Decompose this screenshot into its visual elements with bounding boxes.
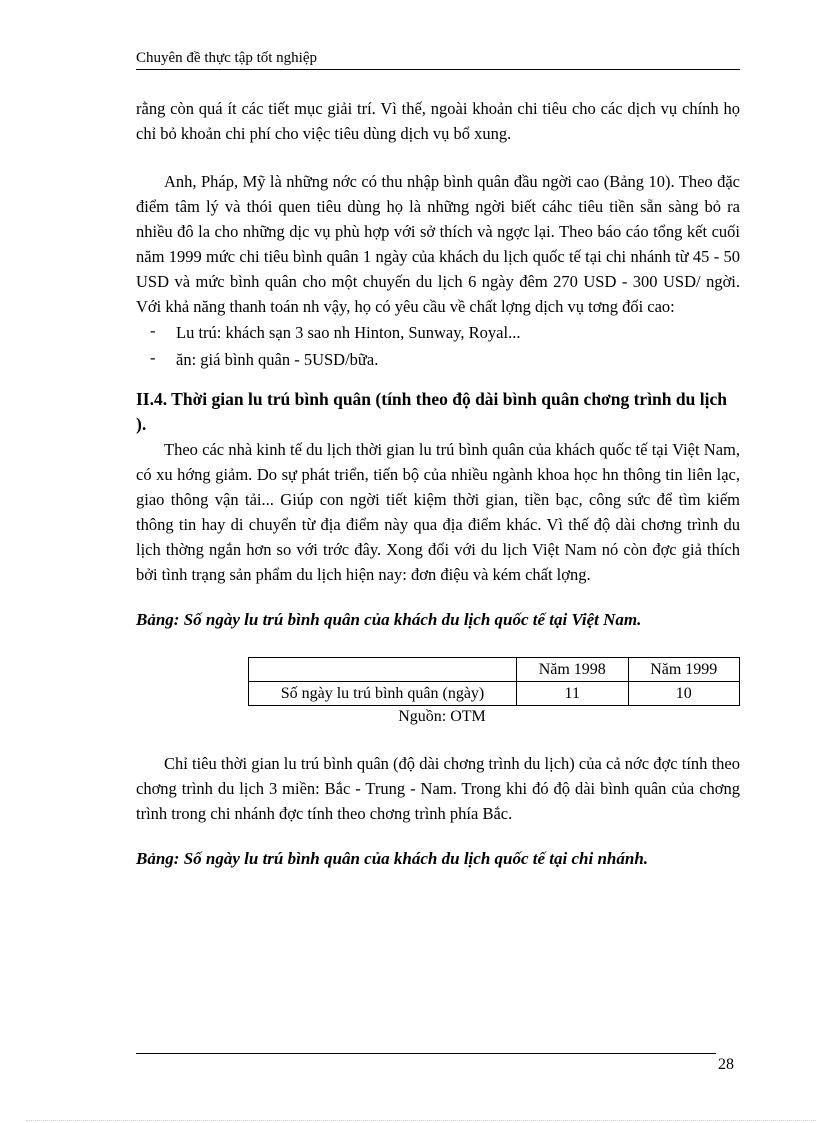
page-header: Chuyên đề thực tập tốt nghiệp bbox=[136, 48, 740, 70]
paragraph-2: Anh, Pháp, Mỹ là những nớc có thu nhập bình quân đầu ngời cao (Bảng 10). Theo đặc điểm tâm lý và thói quen tiêu dùng họ là những ngời biết cáhc tiêu tiền sẵn sàng bỏ ra nhiều đô la cho những dịc vụ phù hợp với sở thích và ngợc lại. Theo báo cáo tổng kết cuối năm 1999 mức chi tiêu bình quân 1 ngày của khách du lịch quốc tế tại chi nhánh từ 45 - 50 USD và mức bình quân cho một chuyến du lịch 6 ngày đêm 270 USD - 300 USD/ ngời. Với khả năng thanh toán nh vậy, họ có yêu cầu về chất lợng dịch vụ tơng đối cao: bbox=[136, 172, 740, 316]
document-body bbox=[136, 96, 740, 871]
footer-divider bbox=[136, 1053, 716, 1054]
table-cell: Số ngày lu trú bình quân (ngày) bbox=[249, 682, 517, 706]
table-header-row bbox=[249, 658, 740, 682]
table-header-cell: Năm 1998 bbox=[517, 658, 629, 682]
list-item: - Lu trú: khách sạn 3 sao nh Hinton, Sunway, Royal... bbox=[150, 319, 740, 346]
bullet-list bbox=[136, 319, 740, 373]
table-container bbox=[248, 657, 740, 728]
table-caption-2: Bảng: Số ngày lu trú bình quân của khách du lịch quốc tế tại chi nhánh. bbox=[136, 849, 649, 868]
table-caption: Bảng: Số ngày lu trú bình quân của khách du lịch quốc tế tại Việt Nam. bbox=[136, 610, 642, 629]
list-item: - ăn: giá bình quân - 5USD/bữa. bbox=[150, 346, 740, 373]
table-header-cell bbox=[249, 658, 517, 682]
paragraph-4: Chỉ tiêu thời gian lu trú bình quân (độ dài chơng trình du lịch) của cả nớc đợc tính theo chơng trình du lịch 3 miền: Bắc - Trung - Nam. Trong khi đó độ dài bình quân của chơng trình trong chi nhánh đợc tính theo chơng trình phía Bắc. bbox=[136, 754, 740, 823]
table-source: Nguồn: OTM bbox=[398, 708, 486, 725]
table-cell: 11 bbox=[517, 682, 629, 706]
paragraph-3: Theo các nhà kinh tế du lịch thời gian lu trú bình quân của khách quốc tế tại Việt Nam, có xu hớng giảm. Do sự phát triển, tiến bộ của nhiều ngành khoa học hn thông tin liên lạc, giao thông vận tải... Giúp con ngời tiết kiệm thời gian, tiền bạc, công sức để tìm kiếm thông tin hay di chuyển từ địa điểm này qua địa điểm khác. Vì thế độ dài chơng trình du lịch thờng ngắn hơn so với trớc đây. Xong đối với du lịch Việt Nam nó còn đợc giả thích bởi tình trạng sản phẩm du lịch hiện nay: đơn điệu và kém chất lợng. bbox=[136, 440, 740, 584]
page-edge-divider bbox=[26, 1120, 816, 1121]
stay-duration-table bbox=[248, 657, 740, 706]
section-heading: II.4. Thời gian lu trú bình quân (tính theo độ dài bình quân chơng trình du lịch ). bbox=[136, 389, 727, 434]
paragraph-1: rằng còn quá ít các tiết mục giải trí. Vì thế, ngoài khoản chi tiêu cho các dịch vụ chính họ chỉ bỏ khoản chi phí cho việc tiêu dùng dịch vụ bổ xung. bbox=[136, 99, 740, 143]
table-row bbox=[249, 682, 740, 706]
page-number: 28 bbox=[718, 1056, 734, 1073]
table-cell: 10 bbox=[628, 682, 740, 706]
table-header-cell: Năm 1999 bbox=[628, 658, 740, 682]
